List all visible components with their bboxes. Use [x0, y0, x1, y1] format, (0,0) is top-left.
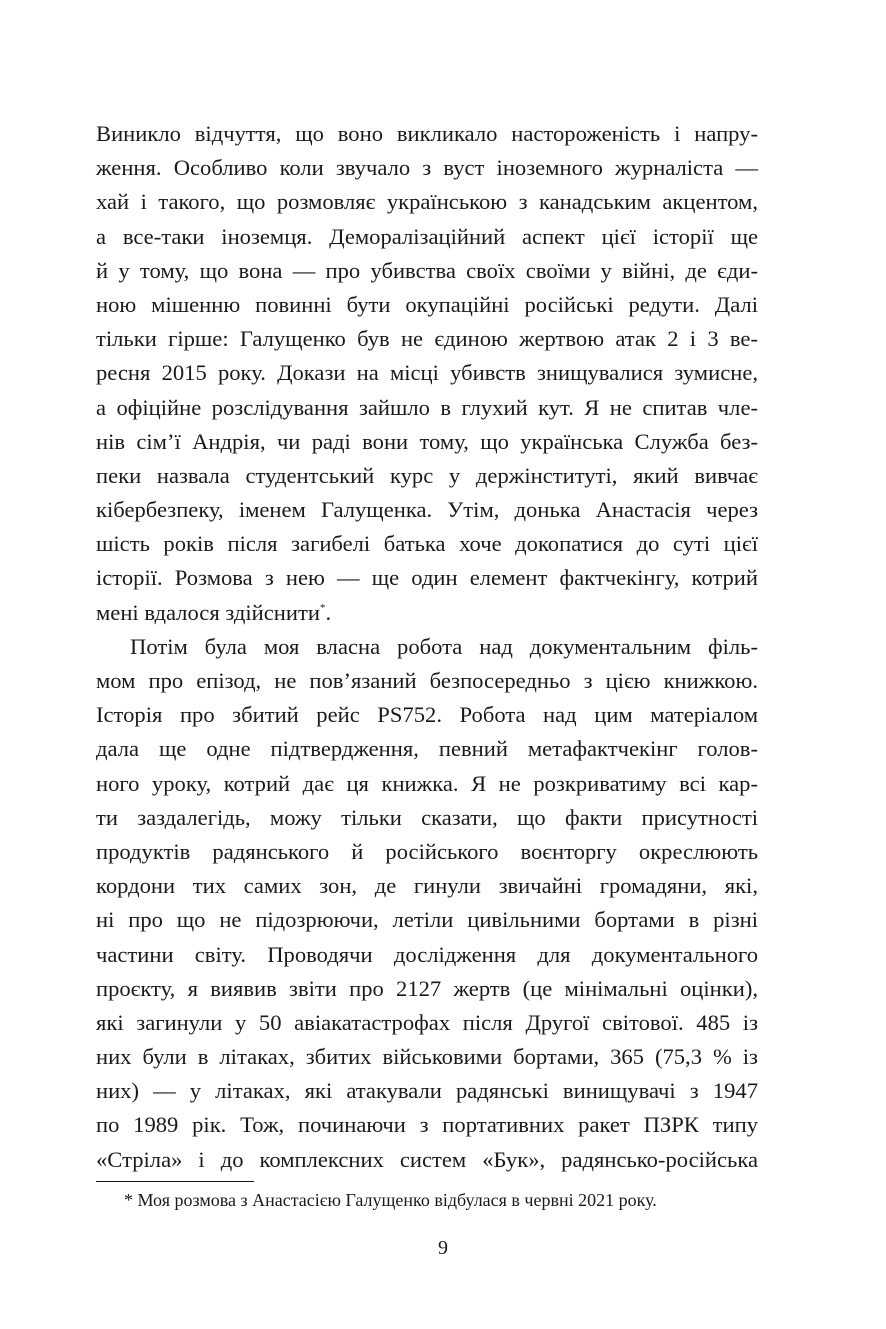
- text-line: ресня 2015 року. Докази на місці убивств знищувалися зумисне,: [96, 360, 758, 386]
- paragraph-1: [96, 117, 758, 630]
- footnote-divider: [96, 1181, 254, 1182]
- text-line: кордони тих самих зон, де гинули звичайні громадяни, які,: [96, 873, 758, 899]
- text-line: ною мішенню повинні бути окупаційні російські редути. Далі: [96, 291, 758, 317]
- text-line: «Стріла» і до комплексних систем «Бук», радянсько-російська: [96, 1146, 758, 1172]
- text-line: історії. Розмова з нею — ще один елемент фактчекінгу, котрий: [96, 565, 758, 591]
- page-number: 9: [438, 1237, 448, 1259]
- text-line: ні про що не підозрюючи, летіли цивільними бортами в різні: [96, 907, 758, 933]
- text-line-content: мені вдалося здійснити: [96, 599, 320, 625]
- text-line: дала ще одне підтвердження, певний метафактчекінг голов-: [96, 736, 758, 762]
- text-line: які загинули у 50 авіакатастрофах після Другої світової. 485 із: [96, 1009, 758, 1035]
- text-line-last: мені вдалося здійснити*.: [96, 599, 332, 625]
- text-line: ного уроку, котрий дає ця книжка. Я не розкриватиму всі кар-: [96, 770, 758, 796]
- body-text: [96, 117, 758, 1177]
- text-line: й у тому, що вона — про убивства своїх своїми у війні, де єди-: [96, 257, 758, 283]
- text-line: них були в літаках, збитих військовими бортами, 365 (75,3 % із: [96, 1044, 758, 1070]
- text-line: частини світу. Проводячи дослідження для документального: [96, 941, 758, 967]
- text-line: шість років після загибелі батька хоче докопатися до суті цієї: [96, 531, 758, 557]
- paragraph-2: [96, 630, 758, 1177]
- text-line: продуктів радянського й російського воєнторгу окреслюють: [96, 838, 758, 864]
- text-line: Виникло відчуття, що воно викликало настороженість і напру-: [96, 121, 758, 146]
- text-line: ти заздалегідь, можу тільки сказати, що факти присутності: [96, 804, 758, 830]
- text-line: пеки назвала студентський курс у держінституті, який вивчає: [96, 462, 758, 488]
- text-line: а все-таки іноземця. Деморалізаційний аспект цієї історії ще: [96, 223, 758, 249]
- footnote: * Моя розмова з Анастасією Галущенко відбулася в червні 2021 року.: [124, 1190, 657, 1210]
- footnote-marker: *: [319, 601, 326, 614]
- text-line: по 1989 рік. Тож, починаючи з портативних ракет ПЗРК типу: [96, 1112, 758, 1138]
- text-line: проєкту, я виявив звіти про 2127 жертв (це мінімальні оцінки),: [96, 975, 758, 1001]
- text-line: хай і такого, що розмовляє українською з канадським акцентом,: [96, 189, 758, 215]
- text-line: мом про епізод, не пов’язаний безпосередньо з цією книжкою.: [96, 668, 758, 693]
- text-line: нів сім’ї Андрія, чи раді вони тому, що українська Служба без-: [96, 428, 758, 454]
- text-line: ження. Особливо коли звучало з вуст іноземного журналіста —: [96, 155, 758, 181]
- text-line: них) — у літаках, які атакували радянські винищувачі з 1947: [96, 1078, 758, 1104]
- text-line: Історія про збитий рейс PS752. Робота над цим матеріалом: [96, 702, 758, 728]
- text-line-first: Потім була моя власна робота над документальним філь-: [130, 633, 758, 659]
- text-line: тільки гірше: Галущенко був не єдиною жертвою атак 2 і 3 ве-: [96, 326, 758, 352]
- text-line: кібербезпеку, іменем Галущенка. Утім, донька Анастасія через: [96, 497, 758, 523]
- text-line: а офіційне розслідування зайшло в глухий кут. Я не спитав чле-: [96, 394, 758, 420]
